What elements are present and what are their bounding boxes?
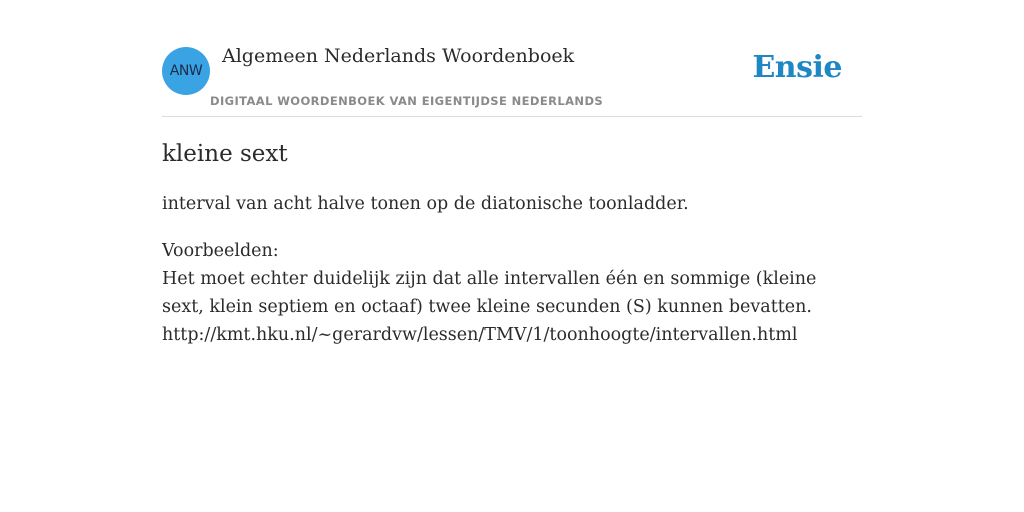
examples-section: [162, 237, 862, 349]
dictionary-subtitle: DIGITAAL WOORDENBOEK VAN EIGENTIJDSE NEDERLANDS: [210, 94, 604, 108]
entry-definition: interval van acht halve tonen op de diatonische toonladder.: [162, 194, 689, 214]
dictionary-entry: [162, 138, 862, 349]
example-text: Het moet echter duidelijk zijn dat alle intervallen één en sommige (kleine sext, klein septiem en octaaf) twee kleine secunden (S) kunnen bevatten.: [162, 269, 817, 317]
logo-text: ANW: [169, 63, 203, 79]
examples-label: Voorbeelden:: [162, 241, 279, 261]
entry-headword: kleine sext: [162, 141, 288, 167]
example-source: http://kmt.hku.nl/~gerardvw/lessen/TMV/1/toonhoogte/intervallen.html: [162, 325, 798, 345]
ensie-brand-link[interactable]: Ensie: [752, 50, 842, 85]
site-header: [162, 0, 862, 117]
anw-logo[interactable]: [162, 47, 210, 95]
dictionary-name: Algemeen Nederlands Woordenboek: [222, 45, 575, 67]
